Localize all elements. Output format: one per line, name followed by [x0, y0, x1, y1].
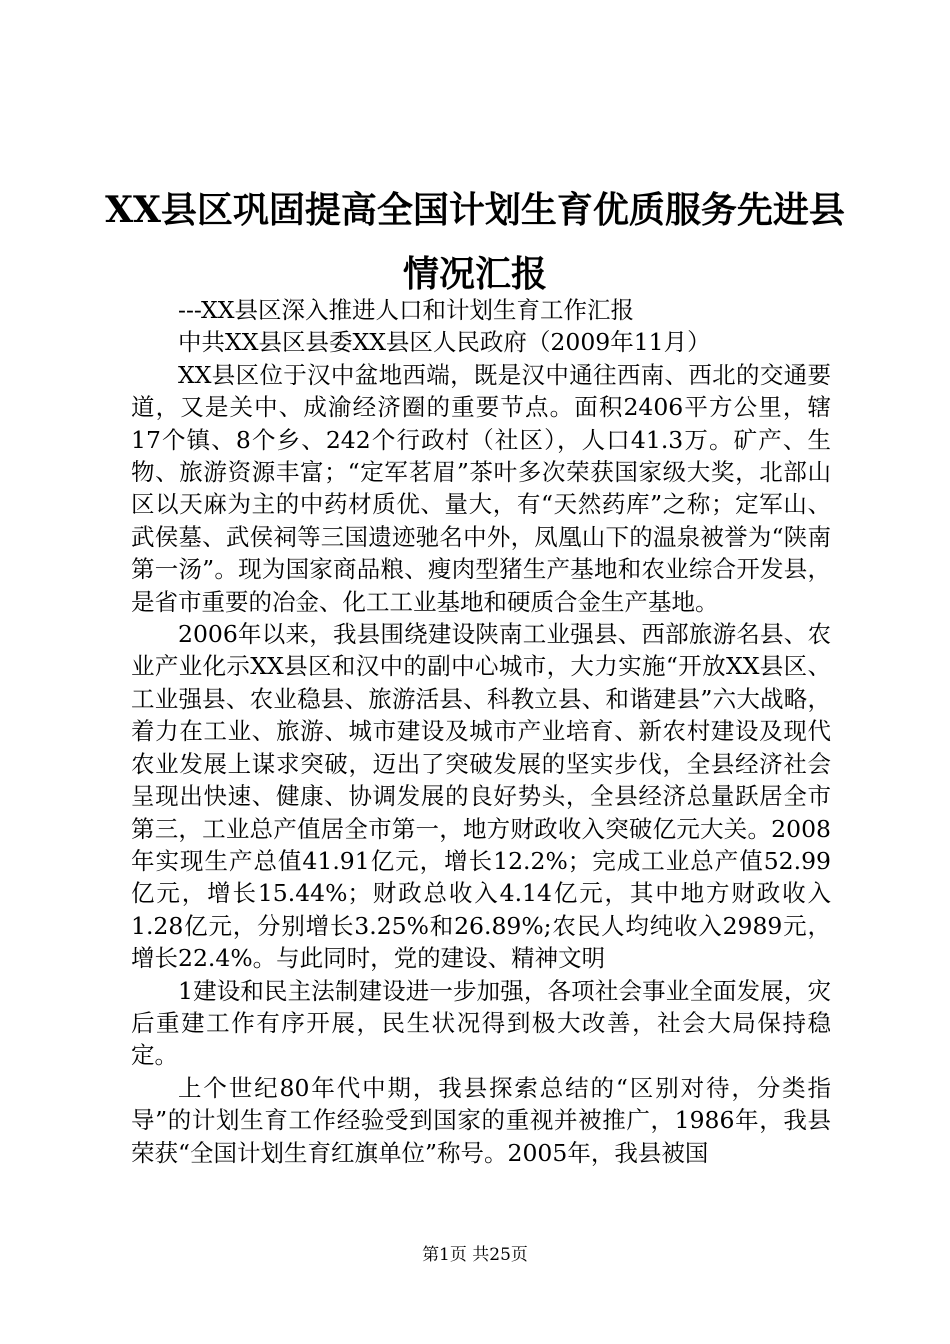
subtitle-line: ---XX县区深入推进人口和计划生育工作汇报: [178, 296, 634, 324]
page-footer: 第1页 共25页: [422, 1245, 528, 1265]
document-title: XX县区巩固提高全国计划生育优质服务先进县情况汇报: [105, 189, 845, 295]
author-line: 中共XX县区县委XX县区人民政府（2009年11月）: [178, 328, 711, 357]
paragraph: XX县区位于汉中盆地西端，既是汉中通往西南、西北的交通要道，又是关中、成渝经济圈的重要节点。面积2406平方公里，辖17个镇、8个乡、242个行政村（社区），人口41.3万。矿产、生物、旅游资源丰富；“定军茗眉”茶叶多次荣获国家级大奖，北部山区以天麻为主的中药材质优、量大，有“天然药库”之称；定军山、武侯墓、武侯祠等三国遗迹驰名中外，凤凰山下的温泉被誉为“陕南第一汤”。现为国家商品粮、瘦肉型猪生产基地和农业综合开发县，是省市重要的冶金、化工工业基地和硬质合金生产基地。: [131, 360, 831, 616]
paragraph: 1建设和民主法制建设进一步加强，各项社会事业全面发展，灾后重建工作有序开展，民生状况得到极大改善，社会大局保持稳定。: [131, 976, 831, 1070]
paragraph: 2006年以来，我县围绕建设陕南工业强县、西部旅游名县、农业产业化示XX县区和汉中的副中心城市，大力实施“开放XX县区、工业强县、农业稳县、旅游活县、科教立县、和谐建县”六大战略，着力在工业、旅游、城市建设及城市产业培育、新农村建设及现代农业发展上谋求突破，迈出了突破发展的坚实步伐，全县经济社会呈现出快速、健康、协调发展的良好势头，全县经济总量跃居全市第三，工业总产值居全市第一，地方财政收入突破亿元大关。2008年实现生产总值41.91亿元，增长12.2%；完成工业总产值52.99亿元，增长15.44%；财政总收入4.14亿元，其中地方财政收入1.28亿元，分别增长3.25%和26.89%;农民人均纯收入2989元，增长22.4%。与此同时，党的建设、精神文明: [131, 620, 831, 973]
paragraph: 上个世纪80年代中期，我县探索总结的“区别对待，分类指导”的计划生育工作经验受到国家的重视并被推广，1986年，我县荣获“全国计划生育红旗单位”称号。2005年，我县被国: [131, 1073, 831, 1167]
document-body: [131, 294, 831, 1169]
